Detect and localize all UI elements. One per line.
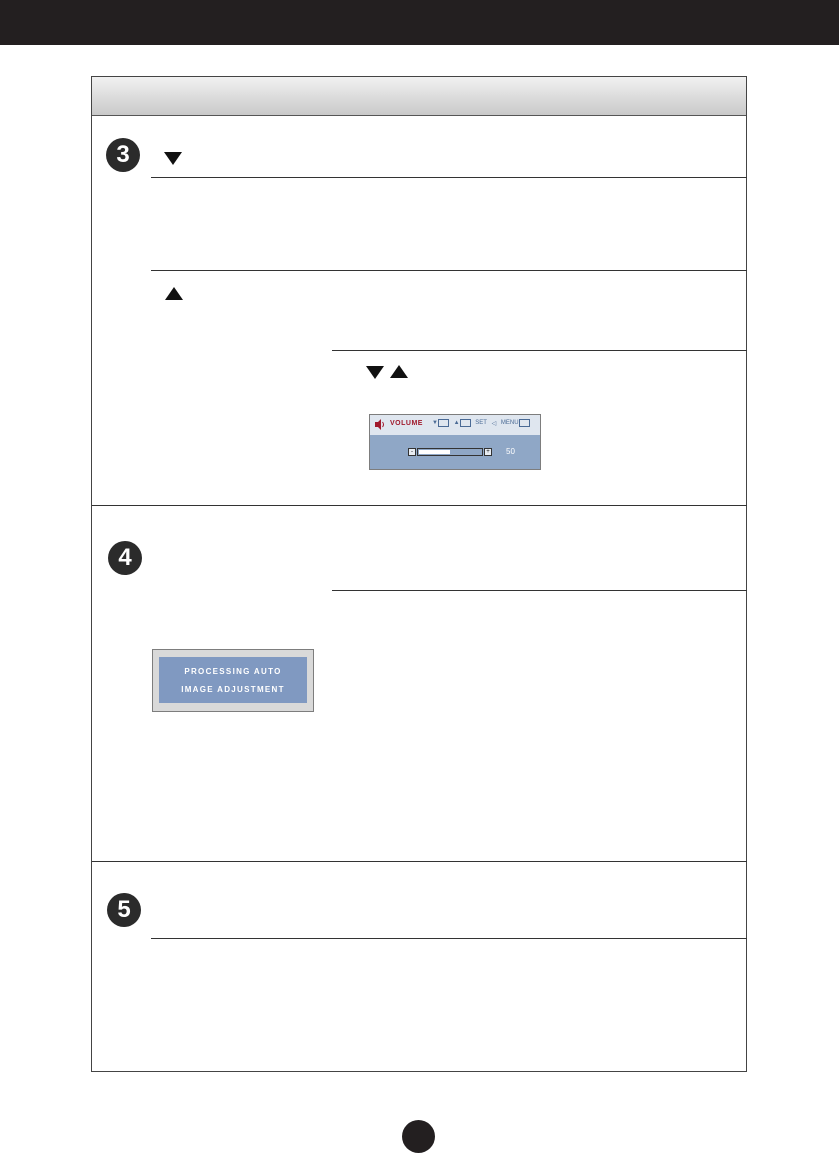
page-number-dot [402, 1120, 435, 1153]
section-number-4: 4 [108, 541, 142, 575]
divider [151, 938, 747, 939]
section-divider [92, 505, 747, 506]
osd-set-label: SET [475, 420, 487, 426]
section-divider [92, 861, 747, 862]
osd-title-bar [370, 415, 540, 435]
processing-osd [152, 649, 314, 712]
up-triangle-icon [390, 365, 408, 378]
table-header-band [92, 77, 746, 116]
down-triangle-icon: ▼ [432, 420, 438, 426]
up-triangle-icon [165, 287, 183, 300]
osd-volume-label: VOLUME [390, 420, 423, 427]
osd-menu-box [519, 419, 530, 427]
up-triangle-icon: ▲ [453, 420, 460, 426]
content-frame [91, 76, 747, 1072]
processing-line-2: IMAGE ADJUSTMENT [181, 685, 285, 694]
processing-line-1: PROCESSING AUTO [184, 667, 282, 676]
osd-menu-label: MENU [500, 420, 519, 426]
volume-osd [369, 414, 541, 470]
divider [151, 177, 747, 178]
divider [332, 350, 747, 351]
section-number-3: 3 [106, 138, 140, 172]
top-header-bar [0, 0, 839, 45]
volume-value: 50 [506, 447, 515, 456]
divider [151, 270, 747, 271]
osd-plus-box [460, 419, 471, 427]
volume-slider-track [417, 448, 483, 456]
processing-osd-panel [159, 657, 307, 703]
volume-slider-fill [419, 450, 450, 454]
down-triangle-icon [366, 366, 384, 379]
osd-bar-minus-icon: - [408, 448, 416, 456]
osd-controls [432, 419, 533, 427]
divider [332, 590, 747, 591]
osd-bar-plus-icon: + [484, 448, 492, 456]
section-number-5: 5 [107, 893, 141, 927]
down-triangle-icon [164, 152, 182, 165]
speaker-icon [375, 418, 385, 431]
osd-minus-box [438, 419, 449, 427]
speaker-small-icon: ◁ [491, 420, 497, 427]
